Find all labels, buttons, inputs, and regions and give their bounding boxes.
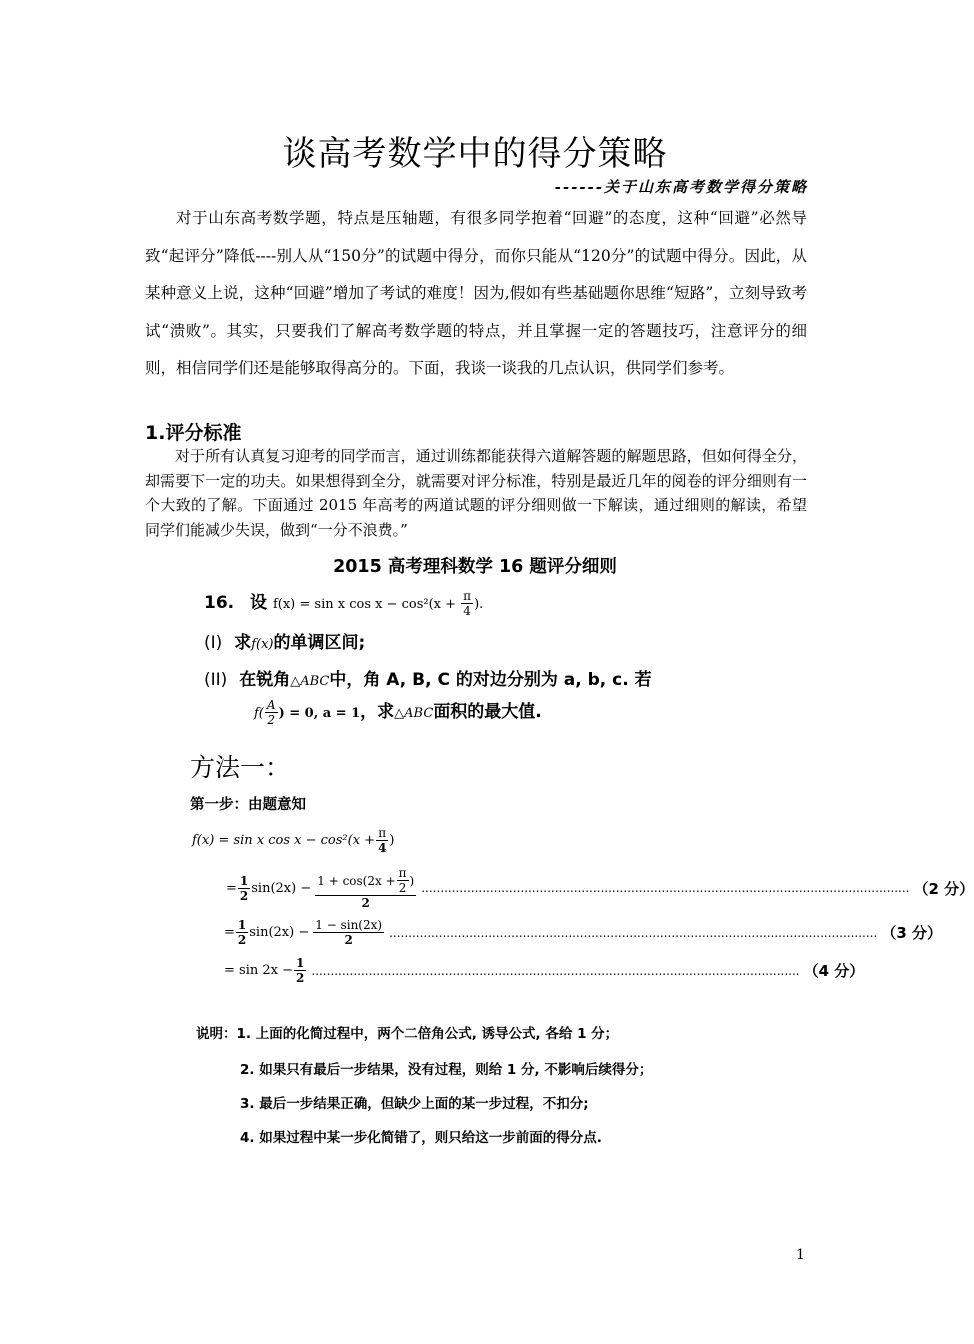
eq3-text: = sin 2x − — [224, 963, 293, 978]
intro-paragraph — [145, 200, 807, 388]
eq1-half-den: 2 — [239, 888, 249, 903]
problem-number: 16. — [204, 593, 235, 613]
problem-part-1 — [204, 628, 365, 653]
equation-line-3 — [224, 956, 865, 985]
eq3-dots: ................................................................................................................................ — [311, 963, 800, 978]
eq1-dots: ................................................................................................................................ — [421, 881, 910, 895]
part-1-text-b: 的单调区间; — [273, 633, 366, 653]
eq3-half-num: 1 — [296, 956, 305, 970]
condition-rest: ) = 0, a = 1 — [278, 706, 361, 721]
section-heading: 1.评分标准 — [145, 422, 242, 444]
condition-f: f( — [254, 706, 264, 721]
rubric-title: 2015 高考理科数学 16 题评分细则 — [333, 557, 617, 577]
eq1-pi: π — [398, 866, 407, 880]
condition-A: A — [266, 697, 276, 712]
problem-function: f(x) = sin x cos x − cos²(x + — [272, 597, 461, 612]
intro-text: 对于山东高考数学题，特点是压轴题，有很多同学抱着“回避”的态度，这种“回避”必然导致“起评分”降低----别人从“150分”的试题中得分，而你只能从“120分”的试题中得分。因此，从某种意义上说，这种“回避”增加了考试的难度！因为,假如有些基础题你思维“短路”，立刻导致考试“溃败”。其实，只要我们了解高考数学题的特点，并且掌握一定的答题技巧，注意评分的细则，相信同学们还是能够取得高分的。下面，我谈一谈我的几点认识，供同学们参考。 — [145, 209, 807, 377]
problem-statement — [204, 588, 483, 618]
note-1 — [196, 1022, 618, 1042]
eq0-close: ) — [389, 833, 395, 848]
problem-function-close: ). — [474, 597, 484, 612]
equation-line-1 — [226, 866, 974, 910]
page-title: 谈高考数学中的得分策略 — [282, 134, 668, 174]
eq2-sin2x: sin(2x) − — [249, 925, 310, 940]
equation-line-0 — [192, 826, 395, 855]
note-label: 说明： — [196, 1026, 237, 1042]
problem-set-word: 设 — [250, 593, 268, 613]
pi-symbol: π — [463, 588, 472, 603]
part-2-text-d: 面积的最大值. — [433, 702, 542, 722]
eq1-den: 2 — [361, 896, 370, 910]
note-1-text: 1. 上面的化简过程中，两个二倍角公式, 诱导公式, 各给 1 分； — [236, 1026, 619, 1042]
section-paragraph — [145, 444, 807, 542]
eq2-half-num: 1 — [237, 918, 247, 932]
problem-part-2 — [204, 665, 652, 690]
eq1-sin2x: sin(2x) − — [251, 880, 312, 896]
denominator: 4 — [463, 603, 471, 618]
eq2-equals: = — [224, 925, 235, 940]
eq3-score: （4 分） — [803, 962, 865, 980]
note-3: 3. 最后一步结果正确，但缺少上面的某一步过程，不扣分; — [240, 1096, 589, 1112]
eq3-half-den: 2 — [296, 971, 305, 985]
eq0-four: 4 — [378, 841, 387, 855]
page-number: 1 — [796, 1247, 805, 1263]
method-title: 方法一： — [190, 753, 291, 782]
eq2-den: 2 — [344, 933, 353, 947]
part-1-text-a: 求 — [234, 633, 252, 653]
triangle-symbol: △ABC — [290, 674, 330, 689]
eq1-two: 2 — [398, 881, 407, 895]
problem-part-2-condition — [254, 697, 542, 727]
step-1-label: 第一步：由题意知 — [190, 797, 306, 813]
eq1-score: （2 分） — [913, 879, 974, 898]
eq2-score: （3 分） — [881, 924, 942, 942]
part-2-text-b: 中，角 A, B, C 的对边分别为 a, b, c. 若 — [329, 670, 652, 690]
part-2-label: (II) — [204, 670, 228, 690]
part-2-text-c: ，求 — [360, 702, 395, 722]
equation-line-2 — [224, 918, 942, 947]
eq2-half-den: 2 — [237, 933, 247, 947]
condition-2: 2 — [267, 712, 276, 727]
eq1-half-num: 1 — [239, 873, 249, 888]
eq2-num: 1 − sin(2x) — [315, 918, 383, 932]
page-subtitle: ------关于山东高考数学得分策略 — [554, 178, 808, 196]
section-text: 对于所有认真复习迎考的同学而言，通过训练都能获得六道解答题的解题思路，但如何得全分，却需要下一定的功夫。如果想得到全分，就需要对评分标准，特别是最近几年的阅卷的评分细则有一个大致的了解。下面通过 2015 年高考的两道试题的评分细则做一下解读，通过细则的解读，希望同学们能减少失误，做到“一分不浪费。” — [145, 447, 807, 539]
eq1-num: 1 + cos(2x + — [317, 873, 396, 888]
eq0-text: f(x) = sin x cos x − cos²(x + — [192, 833, 376, 848]
note-4: 4. 如果过程中某一步化简错了，则只给这一步前面的得分点. — [240, 1130, 602, 1146]
eq0-pi: π — [378, 826, 387, 840]
eq1-num-close: ) — [409, 873, 415, 888]
eq1-equals: = — [226, 880, 237, 896]
note-2: 2. 如果只有最后一步结果，没有过程，则给 1 分, 不影响后续得分； — [240, 1062, 653, 1078]
triangle-symbol-2: △ABC — [394, 706, 434, 721]
eq2-dots: ................................................................................................................................ — [389, 925, 878, 940]
part-1-label: (I) — [204, 633, 223, 653]
part-2-text-a: 在锐角 — [239, 670, 291, 690]
part-1-function: f(x) — [251, 637, 274, 652]
